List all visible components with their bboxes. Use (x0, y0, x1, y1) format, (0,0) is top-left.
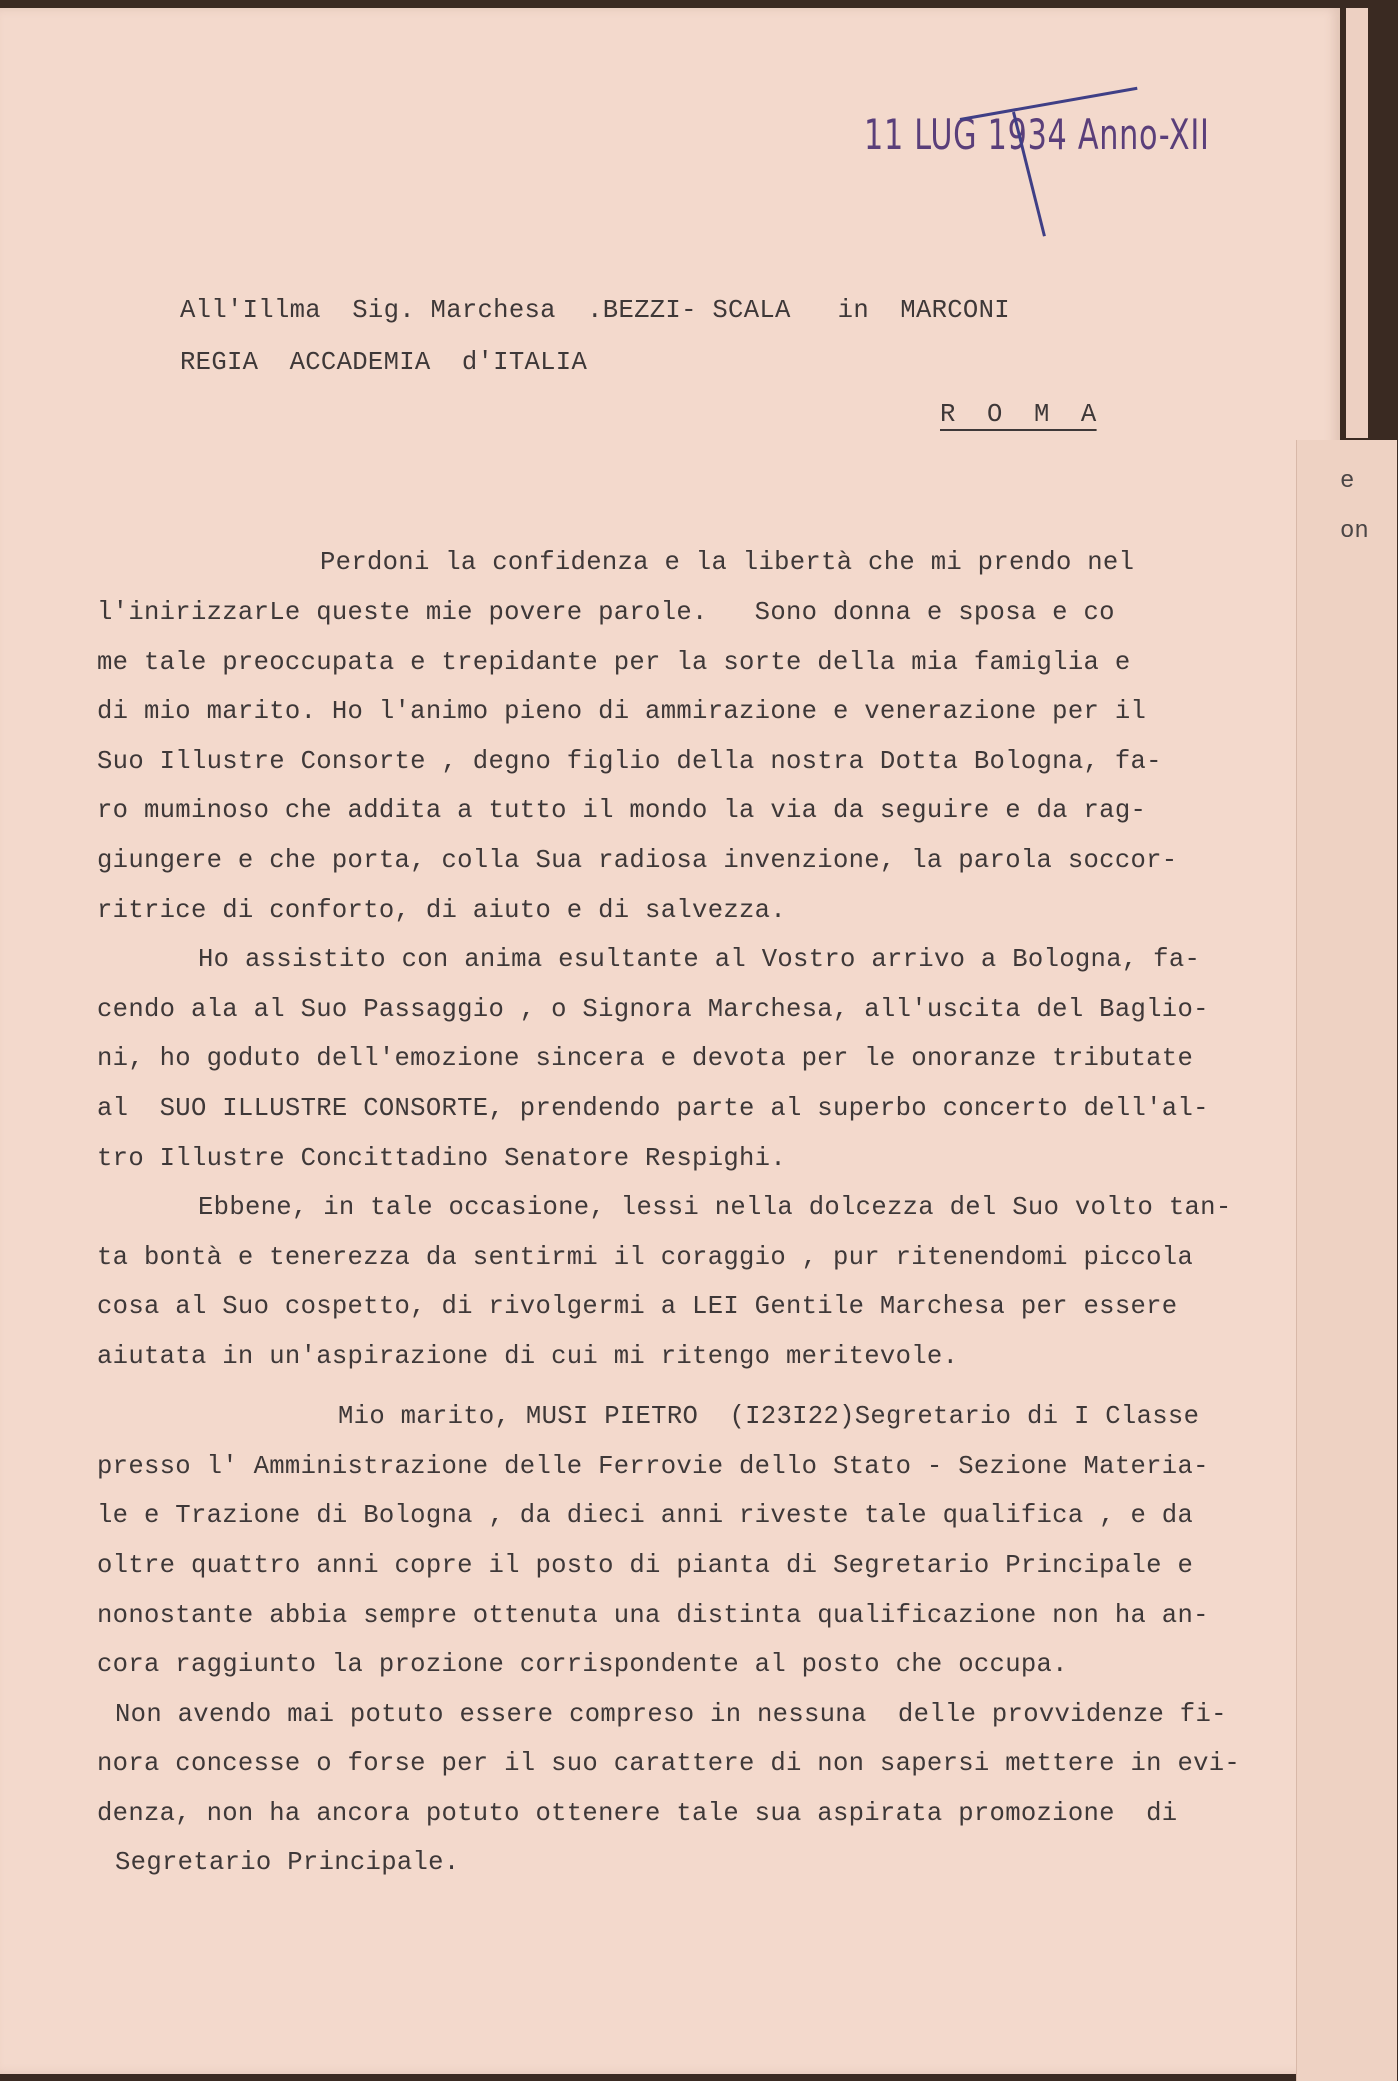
body-line: di mio marito. Ho l'animo pieno di ammirazione e venerazione per il (97, 697, 1147, 726)
body-line: ritrice di conforto, di aiuto e di salvezza. (97, 896, 786, 925)
body-line: Ho assistito con anima esultante al Vostro arrivo a Bologna, fa- (198, 945, 1201, 974)
body-line: cosa al Suo cospetto, di rivolgermi a LEI Gentile Marchesa per essere (97, 1292, 1178, 1321)
date-stamp: 11 LUG 1934 Anno-XII (864, 110, 1210, 159)
body-line: ta bontà e tenerezza da sentirmi il coraggio , pur ritenendomi piccola (97, 1243, 1194, 1272)
body-line: Non avendo mai potuto essere compreso in nessuna delle provvidenze fi- (115, 1700, 1227, 1729)
body-line: nonostante abbia sempre ottenuta una distinta qualificazione non ha an- (97, 1601, 1209, 1630)
body-line: ni, ho goduto dell'emozione sincera e devota per le onoranze tributate (97, 1044, 1194, 1073)
body-line: denza, non ha ancora potuto ottenere tale sua aspirata promozione di (97, 1799, 1178, 1828)
body-line: cendo ala al Suo Passaggio , o Signora Marchesa, all'uscita del Baglio- (97, 995, 1209, 1024)
body-line: Mio marito, MUSI PIETRO (I23I22)Segretario di I Classe (338, 1402, 1200, 1431)
body-line: aiutata in un'aspirazione di cui mi ritengo meritevole. (97, 1342, 959, 1371)
body-line: ro muminoso che addita a tutto il mondo la via da seguire e da rag- (97, 796, 1147, 825)
body-line: giungere e che porta, colla Sua radiosa invenzione, la parola soccor- (97, 846, 1178, 875)
body-line: Perdoni la confidenza e la libertà che mi prendo nel (320, 548, 1135, 577)
body-line: tro Illustre Concittadino Senatore Respighi. (97, 1144, 786, 1173)
underlying-sheet-fragment: on (1340, 518, 1369, 545)
body-line: le e Trazione di Bologna , da dieci anni riveste tale qualifica , e da (97, 1501, 1194, 1530)
body-line: nora concesse o forse per il suo carattere di non sapersi mettere in evi- (97, 1749, 1241, 1778)
underlying-sheet (1296, 440, 1397, 2081)
body-line: l'inirizzarLe queste mie povere parole. Sono donna e sposa e co (97, 598, 1115, 627)
address-recipient: All'Illma Sig. Marchesa .BEZZI- SCALA in MARCONI (180, 296, 1010, 325)
address-institution: REGIA ACCADEMIA d'ITALIA (180, 348, 588, 377)
body-line: cora raggiunto la prozione corrispondente al posto che occupa. (97, 1650, 1068, 1679)
body-line: al SUO ILLUSTRE CONSORTE, prendendo parte al superbo concerto dell'al- (97, 1094, 1209, 1123)
body-line: Suo Illustre Consorte , degno figlio della nostra Dotta Bologna, fa- (97, 747, 1162, 776)
sheet-fold (1346, 8, 1368, 438)
body-line: presso l' Amministrazione delle Ferrovie dello Stato - Sezione Materia- (97, 1452, 1209, 1481)
body-line: oltre quattro anni copre il posto di pianta di Segretario Principale e (97, 1551, 1194, 1580)
body-line: Ebbene, in tale occasione, lessi nella dolcezza del Suo volto tan- (198, 1193, 1232, 1222)
underlying-sheet-fragment: e (1340, 468, 1355, 495)
address-city: R O M A (940, 400, 1097, 429)
body-line: Segretario Principale. (115, 1848, 460, 1877)
body-line: me tale preoccupata e trepidante per la sorte della mia famiglia e (97, 648, 1131, 677)
